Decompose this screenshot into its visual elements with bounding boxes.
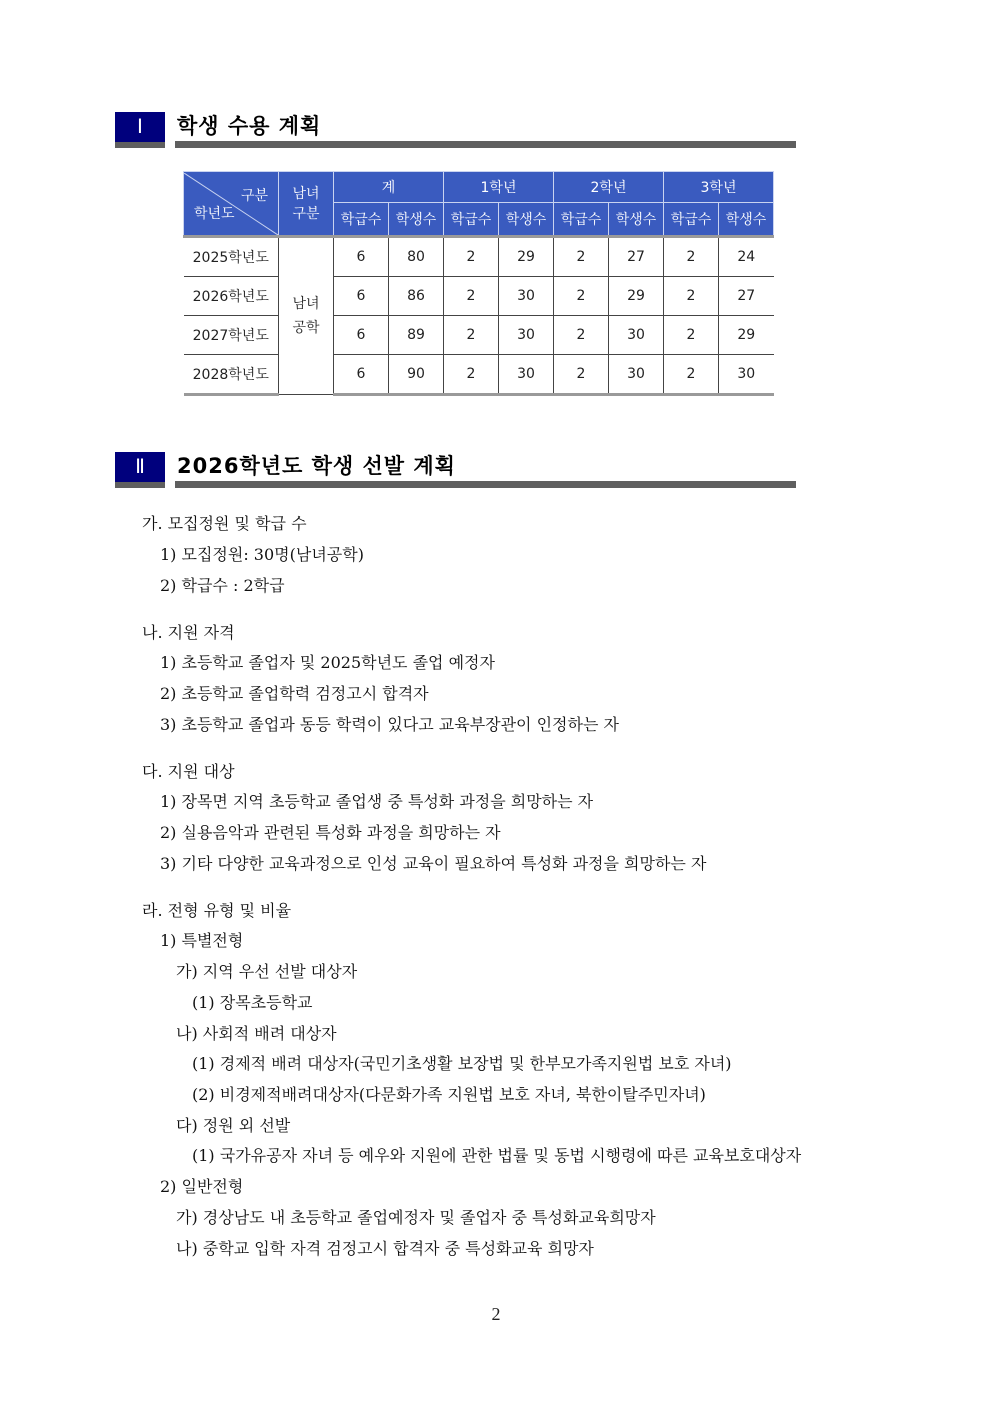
value-cell: 2: [554, 277, 609, 316]
outline-item: 2) 초등학교 졸업학력 검정고시 합격자: [160, 684, 429, 703]
value-cell: 2: [554, 237, 609, 277]
outline-item: 가) 지역 우선 선발 대상자: [176, 962, 358, 981]
subheader: 학급수: [444, 203, 499, 237]
value-cell: 30: [609, 316, 664, 355]
value-cell: 30: [499, 277, 554, 316]
value-cell: 2: [554, 355, 609, 395]
value-cell: 6: [334, 316, 389, 355]
group-header-grade2: 2학년: [554, 172, 664, 203]
section-1-number: Ⅰ: [115, 112, 165, 148]
section-1-title: 학생 수용 계획: [177, 114, 322, 138]
value-cell: 89: [389, 316, 444, 355]
gender-header-line2: 구분: [292, 205, 320, 222]
value-cell: 24: [719, 237, 774, 277]
group-header-grade3: 3학년: [664, 172, 774, 203]
subheader: 학급수: [334, 203, 389, 237]
value-cell: 2: [664, 277, 719, 316]
subheader: 학급수: [554, 203, 609, 237]
value-cell: 2: [664, 355, 719, 395]
outline-item: (1) 경제적 배려 대상자(국민기초생활 보장법 및 한부모가족지원법 보호 자녀): [192, 1054, 732, 1073]
subheader: 학생수: [499, 203, 554, 237]
outline-item: 2) 학급수 : 2학급: [160, 576, 285, 595]
outline-item: 1) 장목면 지역 초등학교 졸업생 중 특성화 과정을 희망하는 자: [160, 792, 594, 811]
year-cell: 2025학년도: [184, 237, 279, 277]
gender-header: [279, 172, 334, 237]
value-cell: 2: [444, 237, 499, 277]
value-cell: 30: [719, 355, 774, 395]
year-cell: 2027학년도: [184, 316, 279, 355]
outline-item: (2) 비경제적배려대상자(다문화가족 지원법 보호 자녀, 북한이탈주민자녀): [192, 1085, 706, 1104]
gender-value-line1: 남녀: [292, 296, 320, 312]
group-header-total: 계: [334, 172, 444, 203]
value-cell: 2: [444, 355, 499, 395]
year-cell: 2028학년도: [184, 355, 279, 395]
outline-item: (1) 장목초등학교: [192, 993, 313, 1012]
outline-item: 1) 초등학교 졸업자 및 2025학년도 졸업 예정자: [160, 653, 495, 672]
value-cell: 6: [334, 237, 389, 277]
outline-item: 3) 초등학교 졸업과 동등 학력이 있다고 교육부장관이 인정하는 자: [160, 715, 619, 734]
outline-item: 1) 모집정원: 30명(남녀공학): [160, 545, 364, 564]
value-cell: 30: [609, 355, 664, 395]
gender-header-line1: 남녀: [292, 185, 320, 202]
value-cell: 27: [609, 237, 664, 277]
year-cell: 2026학년도: [184, 277, 279, 316]
subheader: 학생수: [719, 203, 774, 237]
outline-item: 3) 기타 다양한 교육과정으로 인성 교육이 필요하여 특성화 과정을 희망하는 자: [160, 854, 707, 873]
subheader: 학생수: [389, 203, 444, 237]
table-row: [184, 355, 774, 395]
outline-heading: 가. 모집정원 및 학급 수: [142, 514, 307, 533]
outline-item: 다) 정원 외 선발: [176, 1116, 291, 1135]
section-divider: [175, 141, 796, 148]
table-row: [184, 277, 774, 316]
value-cell: 2: [554, 316, 609, 355]
outline-heading: 라. 전형 유형 및 비율: [142, 901, 292, 920]
value-cell: 2: [664, 316, 719, 355]
corner-header-category: 구분: [240, 187, 268, 204]
value-cell: 2: [444, 316, 499, 355]
page-number: 2: [491, 1304, 501, 1324]
corner-header: [184, 172, 279, 237]
outline-item: 2) 실용음악과 관련된 특성화 과정을 희망하는 자: [160, 823, 501, 842]
table-row: [184, 237, 774, 277]
corner-header-year: 학년도: [194, 205, 235, 222]
outline-item: 1) 특별전형: [160, 931, 244, 950]
section-divider: [175, 481, 796, 488]
value-cell: 90: [389, 355, 444, 395]
outline-item: (1) 국가유공자 자녀 등 예우와 지원에 관한 법률 및 동법 시행령에 따른 교육보호대상자: [192, 1146, 802, 1165]
outline-item: 가) 경상남도 내 초등학교 졸업예정자 및 졸업자 중 특성화교육희망자: [176, 1208, 656, 1227]
outline-heading: 나. 지원 자격: [142, 623, 235, 642]
value-cell: 2: [444, 277, 499, 316]
outline-item: 나) 사회적 배려 대상자: [176, 1024, 337, 1043]
section-1-header: [115, 112, 796, 148]
outline-heading: 다. 지원 대상: [142, 762, 235, 781]
section-2-number: Ⅱ: [115, 452, 165, 488]
section-2-header: [115, 452, 796, 488]
subheader: 학생수: [609, 203, 664, 237]
value-cell: 29: [499, 237, 554, 277]
value-cell: 2: [664, 237, 719, 277]
value-cell: 6: [334, 355, 389, 395]
value-cell: 29: [609, 277, 664, 316]
subheader: 학급수: [664, 203, 719, 237]
value-cell: 80: [389, 237, 444, 277]
student-capacity-table: [183, 171, 774, 396]
value-cell: 30: [499, 316, 554, 355]
value-cell: 30: [499, 355, 554, 395]
value-cell: 27: [719, 277, 774, 316]
section-2-title: 2026학년도 학생 선발 계획: [177, 454, 456, 478]
group-header-grade1: 1학년: [444, 172, 554, 203]
gender-cell: [279, 237, 334, 395]
table-row: [184, 316, 774, 355]
value-cell: 6: [334, 277, 389, 316]
gender-value-line2: 공학: [292, 320, 320, 336]
value-cell: 29: [719, 316, 774, 355]
outline-item: 2) 일반전형: [160, 1177, 244, 1196]
value-cell: 86: [389, 277, 444, 316]
outline-item: 나) 중학교 입학 자격 검정고시 합격자 중 특성화교육 희망자: [176, 1239, 594, 1258]
